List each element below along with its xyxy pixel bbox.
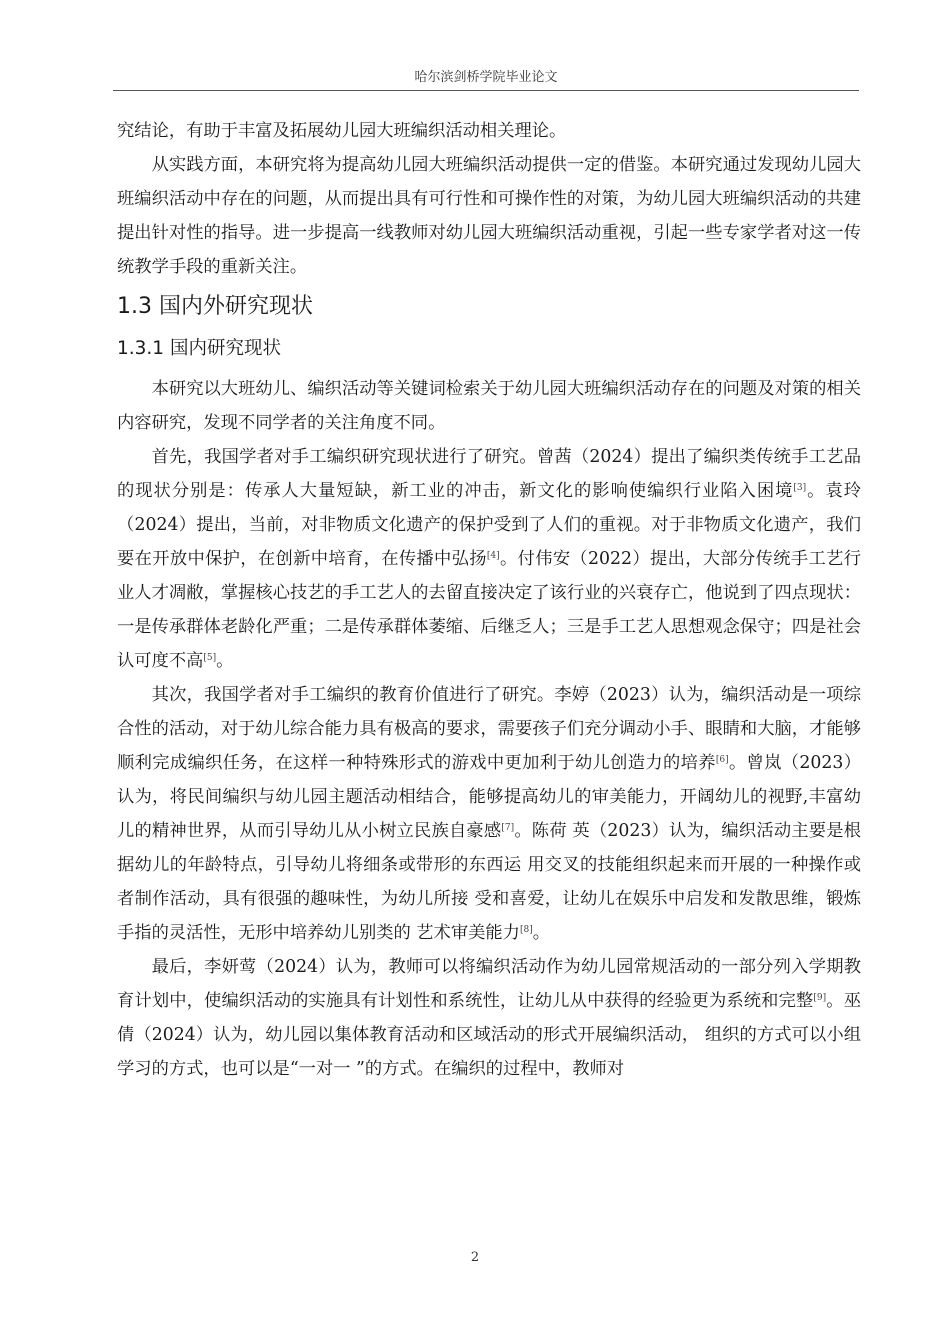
citation-ref: [5] (203, 653, 217, 663)
paragraph-second (117, 678, 861, 950)
subsection-heading: 1.3.1 国内研究现状 (117, 338, 281, 359)
page-number: 2 (470, 1250, 480, 1265)
text-run: 最后，李妍莺（2024）认为，教师可以将编织活动作为幼儿园常规活动的一部分列入学期教育计划中，使编织活动的实施具有计划性和系统性，让幼儿从中获得的经验更为系统和完整 (117, 957, 861, 1011)
text-run: 。 (216, 651, 234, 671)
citation-ref: [7] (501, 823, 515, 833)
paragraph-last (117, 950, 861, 1086)
text-run: 。巫倩（2024）认为，幼儿园以集体教育活动和区域活动的形式开展编织活动， 组织的方式可以小组学习的方式，也可以是“一对一 ”的方式。在编织的过程中，教师对 (117, 991, 861, 1079)
text-run: 。袁玲（2024）提出，当前，对非物质文化遗产的保护受到了人们的重视。对于非物质文化遗产，我们要在开放中保护，在创新中培育，在传播中弘扬 (117, 481, 861, 569)
citation-ref: [6] (715, 755, 729, 765)
paragraph-first (117, 440, 861, 678)
paragraph-intro: 本研究以大班幼儿、编织活动等关键词检索关于幼儿园大班编织活动存在的问题及对策的相关内容研究，发现不同学者的关注角度不同。 (117, 379, 861, 433)
text-run: 首先，我国学者对手工编织研究现状进行了研究。曾茜（2024）提出了编织类传统手工艺品的现状分别是：传承人大量短缺，新工业的冲击，新文化的影响使编织行业陷入困境 (117, 447, 861, 501)
text-run: 。付伟安（2022）提出，大部分传统手工艺行业人才凋敝，掌握核心技艺的手工艺人的去留直接决定了该行业的兴衰存亡，他说到了四点现状：一是传承群体老龄化严重；二是传承群体萎缩、后继乏人；三是手工艺人思想观念保守；四是社会认可度不高 (117, 549, 861, 671)
citation-ref: [9] (813, 993, 827, 1003)
text-run: 。 (532, 923, 551, 943)
paragraph-practice: 从实践方面，本研究将为提高幼儿园大班编织活动提供一定的借鉴。本研究通过发现幼儿园大班编织活动中存在的问题，从而提出具有可行性和可操作性的对策，为幼儿园大班编织活动的共建提出针对性的指导。进一步提高一线教师对幼儿园大班编织活动重视，引起一些专家学者对这一传统教学手段的重新关注。 (117, 155, 861, 277)
text-run: 。陈荷 英（2023）认为，编织活动主要是根据幼儿的年龄特点，引导幼儿将细条或带形的东西运 用交叉的技能组织起来而开展的一种操作或者制作活动，具有很强的趣味性，为幼儿所接 受和喜爱，让幼儿在娱乐中启发和发散思维，锻炼手指的灵活性，无形中培养幼儿别类的 艺术审美能力 (117, 821, 861, 943)
citation-ref: [4] (486, 551, 500, 561)
running-header: 哈尔滨剑桥学院毕业论文 (113, 66, 859, 91)
text-run: 其次，我国学者对手工编织的教育价值进行了研究。李婷（2023）认为，编织活动是一项综合性的活动，对于幼儿综合能力具有极高的要求，需要孩子们充分调动小手、眼睛和大脑，才能够顺利完成编织任务，在这样一种特殊形式的游戏中更加利于幼儿创造力的培养 (117, 685, 861, 773)
section-heading: 1.3 国内外研究现状 (117, 294, 313, 319)
body-text (117, 114, 861, 1086)
paragraph-continuation: 究结论，有助于丰富及拓展幼儿园大班编织活动相关理论。 (117, 121, 567, 141)
citation-ref: [3] (793, 483, 807, 493)
text-run: 。曾岚（2023）认为，将民间编织与幼儿园主题活动相结合，能够提高幼儿的审美能力，开阔幼儿的视野,丰富幼儿的精神世界，从而引导幼儿从小树立民族自豪感 (117, 753, 861, 841)
citation-ref: [8] (519, 925, 533, 935)
